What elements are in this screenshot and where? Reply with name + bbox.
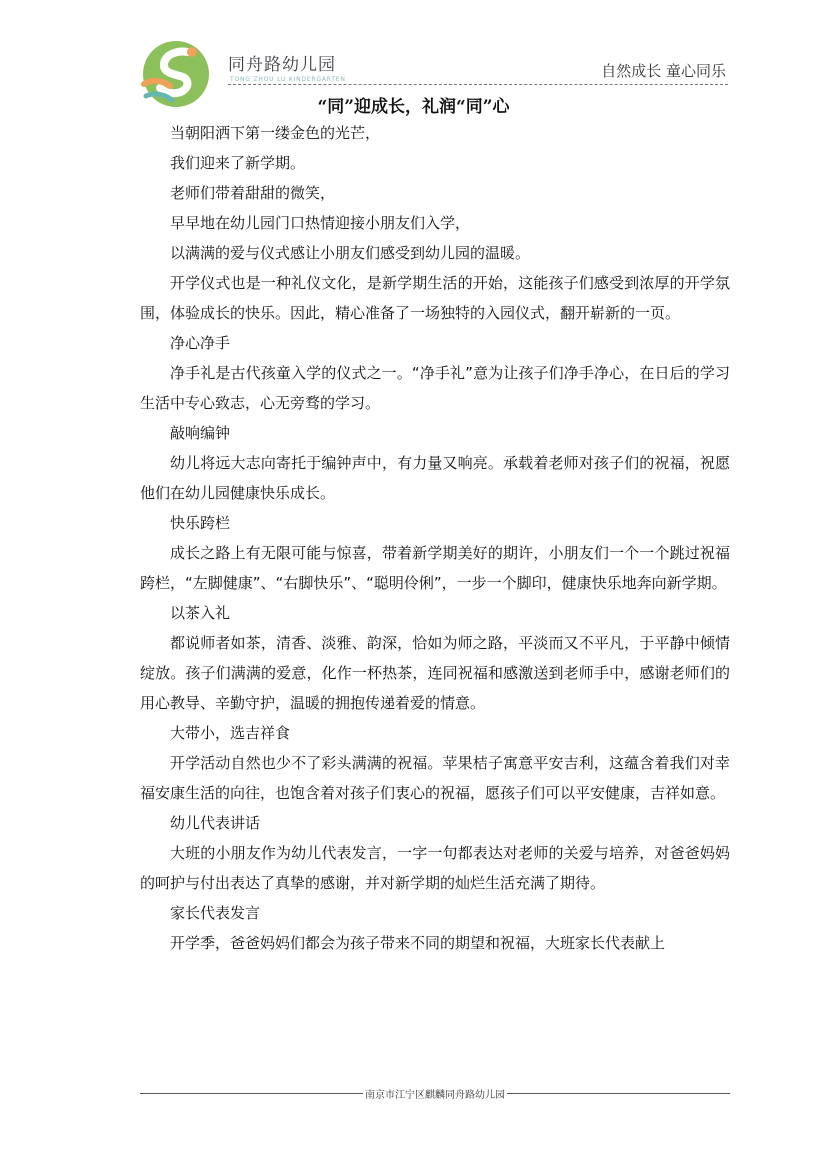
- paragraph: 以满满的爱与仪式感让小朋友们感受到幼儿园的温暖。: [170, 244, 531, 262]
- paragraph: 大班的小朋友作为幼儿代表发言，一字一句都表达对老师的关爱与培养，对爸爸妈妈的呵护与付出表达了真挚的感谢，并对新学期的灿烂生活充满了期待。: [140, 844, 730, 892]
- section-heading: 敲响编钟: [170, 424, 231, 442]
- footer-text: 南京市江宁区麒麟同舟路幼儿园: [365, 1090, 505, 1101]
- paragraph: 开学活动自然也少不了彩头满满的祝福。苹果桔子寓意平安吉利，这蕴含着我们对幸福安康生活的向往，也饱含着对孩子们衷心的祝福，愿孩子们可以平安健康，吉祥如意。: [140, 754, 730, 802]
- article-title: “同”迎成长，礼润“同”心: [317, 97, 510, 117]
- paragraph: 我们迎来了新学期。: [170, 154, 306, 172]
- paragraph: 都说师者如茶，清香、淡雅、韵深，恰如为师之路，平淡而又不平凡，于平静中倾情绽放。孩子们满满的爱意，化作一杯热茶，连同祝福和感激送到老师手中，感谢老师们的用心教导、辛勤守护，温暖的拥抱传递着爱的情意。: [140, 634, 730, 712]
- section-heading: 以茶入礼: [170, 604, 231, 622]
- paragraph: 开学季，爸爸妈妈们都会为孩子带来不同的期望和祝福，大班家长代表献上: [170, 934, 666, 952]
- paragraph: 早早地在幼儿园门口热情迎接小朋友们入学，: [170, 214, 471, 232]
- section-heading: 大带小，选吉祥食: [170, 724, 291, 742]
- paragraph: 幼儿将远大志向寄托于编钟声中，有力量又响亮。承载着老师对孩子们的祝福，祝愿他们在幼儿园健康快乐成长。: [140, 454, 730, 502]
- article-body: [140, 118, 730, 958]
- page-footer: [140, 1086, 730, 1101]
- header-slogan: 自然成长 童心同乐: [601, 62, 726, 80]
- paragraph: 开学仪式也是一种礼仪文化，是新学期生活的开始，这能孩子们感受到浓厚的开学氛围，体验成长的快乐。因此，精心准备了一场独特的入园仪式，翻开崭新的一页。: [140, 274, 730, 322]
- section-heading: 净心净手: [170, 334, 231, 352]
- paragraph: 净手礼是古代孩童入学的仪式之一。“净手礼”意为让孩子们净手净心，在日后的学习生活中专心致志，心无旁骛的学习。: [140, 364, 730, 412]
- school-name-en: TONG ZHOU LU KINDERGARTEN: [230, 76, 346, 83]
- paragraph: 当朝阳洒下第一缕金色的光芒，: [170, 124, 381, 142]
- footer-rule-left: [140, 1093, 363, 1094]
- paragraph: 老师们带着甜甜的微笑，: [170, 184, 336, 202]
- school-name: 同舟路幼儿园: [228, 55, 336, 75]
- page-header: [138, 32, 730, 88]
- header-divider: [228, 84, 728, 85]
- paragraph: 成长之路上有无限可能与惊喜，带着新学期美好的期许，小朋友们一个一个跳过祝福跨栏，“左脚健康”、“右脚快乐”、“聪明伶俐”，一步一个脚印，健康快乐地奔向新学期。: [140, 544, 730, 592]
- section-heading: 快乐跨栏: [170, 514, 231, 532]
- footer-rule-right: [507, 1093, 730, 1094]
- section-heading: 幼儿代表讲话: [170, 814, 261, 832]
- section-heading: 家长代表发言: [170, 904, 261, 922]
